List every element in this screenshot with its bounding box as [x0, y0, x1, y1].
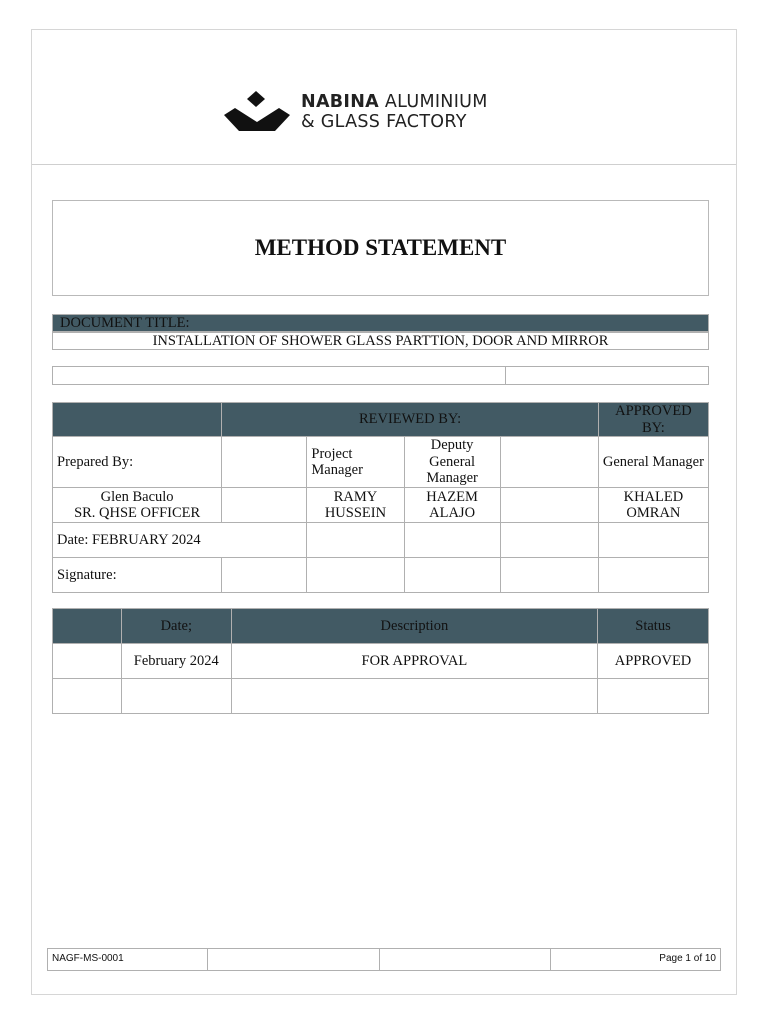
- role-general-manager: General Manager: [598, 437, 708, 488]
- gm-name-cell: [598, 488, 708, 523]
- signature-cell-pm: [307, 558, 404, 593]
- signature-cell-dgm: [404, 558, 500, 593]
- doc-title-value: INSTALLATION OF SHOWER GLASS PARTTION, DOOR AND MIRROR: [152, 333, 609, 349]
- signature-cell-blank: [500, 558, 598, 593]
- revision-header-status: Status: [598, 609, 709, 644]
- footer-doc-number: NAGF-MS-0001: [48, 949, 208, 971]
- empty-cell: [231, 679, 597, 714]
- logo-text-line1: NABINA ALUMINIUM: [301, 92, 488, 112]
- empty-cell: [121, 679, 231, 714]
- footer-blank-2: [379, 949, 551, 971]
- name-blank: [222, 488, 307, 523]
- role-blank: [222, 437, 307, 488]
- dgm-name-cell: [404, 488, 500, 523]
- logo-text-line2: & GLASS FACTORY: [301, 112, 467, 132]
- revision-header-date: Date;: [121, 609, 231, 644]
- revision-table: [52, 608, 709, 714]
- revision-date: February 2024: [121, 644, 231, 679]
- dgm-name-last: ALAJO: [429, 505, 476, 521]
- approved-by-header: APPROVED BY:: [598, 403, 708, 437]
- date-cell-gm: [598, 523, 708, 558]
- date-label: Date: FEBRUARY 2024: [53, 523, 307, 558]
- preparer-cell: [53, 488, 222, 523]
- dgm-name-first: HAZEM: [426, 488, 478, 505]
- signature-cell-1: [222, 558, 307, 593]
- empty-cell: [598, 679, 709, 714]
- logo-mark-icon: [224, 91, 290, 135]
- role-blank-2: [500, 437, 598, 488]
- approval-header-blank: [53, 403, 222, 437]
- page-footer: [47, 948, 721, 971]
- approval-table: [52, 402, 709, 593]
- date-cell-pm: [307, 523, 404, 558]
- footer-page-number: Page 1 of 10: [551, 949, 721, 971]
- revision-header-blank: [53, 609, 122, 644]
- doc-title-label: DOCUMENT TITLE:: [60, 315, 190, 331]
- footer-blank-1: [207, 949, 379, 971]
- empty-strip-right: [505, 366, 709, 385]
- revision-header-description: Description: [231, 609, 597, 644]
- pm-name-first: RAMY: [333, 488, 378, 505]
- document-heading: METHOD STATEMENT: [254, 235, 507, 260]
- document-page: [31, 29, 737, 995]
- doc-title-label-bar: [52, 314, 709, 332]
- company-logo: [224, 90, 544, 136]
- signature-label: Signature:: [53, 558, 222, 593]
- preparer-name: Glen Baculo: [100, 488, 174, 505]
- title-box: [52, 200, 709, 296]
- prepared-by-label: Prepared By:: [53, 437, 222, 488]
- pm-name-last: HUSSEIN: [324, 505, 387, 521]
- empty-cell: [53, 679, 122, 714]
- role-project-manager: Project Manager: [307, 437, 404, 488]
- date-cell-blank: [500, 523, 598, 558]
- table-row: [53, 644, 709, 679]
- revision-status: APPROVED: [598, 644, 709, 679]
- reviewed-by-header: REVIEWED BY:: [222, 403, 599, 437]
- revision-description: FOR APPROVAL: [231, 644, 597, 679]
- table-row: [53, 679, 709, 714]
- pm-name-cell: [307, 488, 404, 523]
- preparer-title: SR. QHSE OFFICER: [74, 505, 201, 521]
- revision-no-cell: [53, 644, 122, 679]
- doc-title-value-cell: [52, 332, 709, 350]
- empty-strip-left: [52, 366, 506, 385]
- page-header: [32, 30, 736, 165]
- role-deputy-gm: Deputy General Manager: [404, 437, 500, 488]
- gm-name-first: KHALED: [623, 488, 684, 505]
- gm-name-last: OMRAN: [626, 505, 681, 521]
- date-cell-dgm: [404, 523, 500, 558]
- signature-cell-gm: [598, 558, 708, 593]
- name-blank-2: [500, 488, 598, 523]
